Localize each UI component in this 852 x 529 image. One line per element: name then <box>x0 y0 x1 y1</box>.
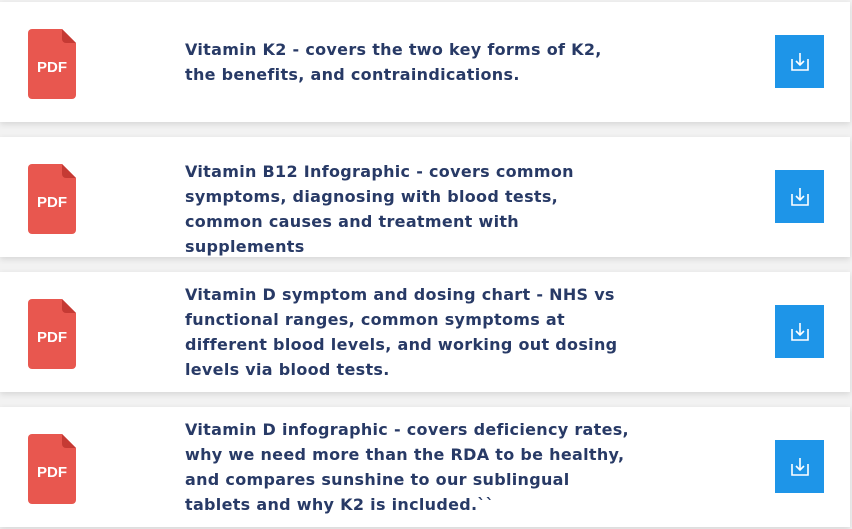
file-title: Vitamin D infographic - covers deficiency rates, why we need more than the RDA to be healthy, and compares sunshine to our sublingual tablets and why K2 is included.`` <box>185 420 629 514</box>
pdf-icon-label: PDF <box>37 59 67 76</box>
pdf-icon-label: PDF <box>37 329 67 346</box>
file-title: Vitamin D symptom and dosing chart - NHS vs functional ranges, common symptoms at different blood levels, and working out dosing levels via blood tests. <box>185 285 618 379</box>
download-button[interactable] <box>775 35 824 88</box>
download-button[interactable] <box>775 305 824 358</box>
file-card <box>0 2 850 122</box>
download-icon <box>789 186 811 208</box>
pdf-icon-label: PDF <box>37 194 67 211</box>
file-card <box>0 272 850 392</box>
download-button[interactable] <box>775 440 824 493</box>
download-icon <box>789 456 811 478</box>
file-card <box>0 137 850 257</box>
download-icon <box>789 321 811 343</box>
pdf-file-icon[interactable] <box>28 299 76 369</box>
pdf-icon-label: PDF <box>37 464 67 481</box>
file-title: Vitamin K2 - covers the two key forms of K2, the benefits, and contraindications. <box>185 40 602 84</box>
pdf-file-icon[interactable] <box>28 434 76 504</box>
download-icon <box>789 51 811 73</box>
pdf-file-icon[interactable] <box>28 29 76 99</box>
file-card <box>0 407 850 527</box>
download-button[interactable] <box>775 170 824 223</box>
pdf-file-icon[interactable] <box>28 164 76 234</box>
file-title: Vitamin B12 Infographic - covers common symptoms, diagnosing with blood tests, common causes and treatment with supplements <box>185 162 574 256</box>
